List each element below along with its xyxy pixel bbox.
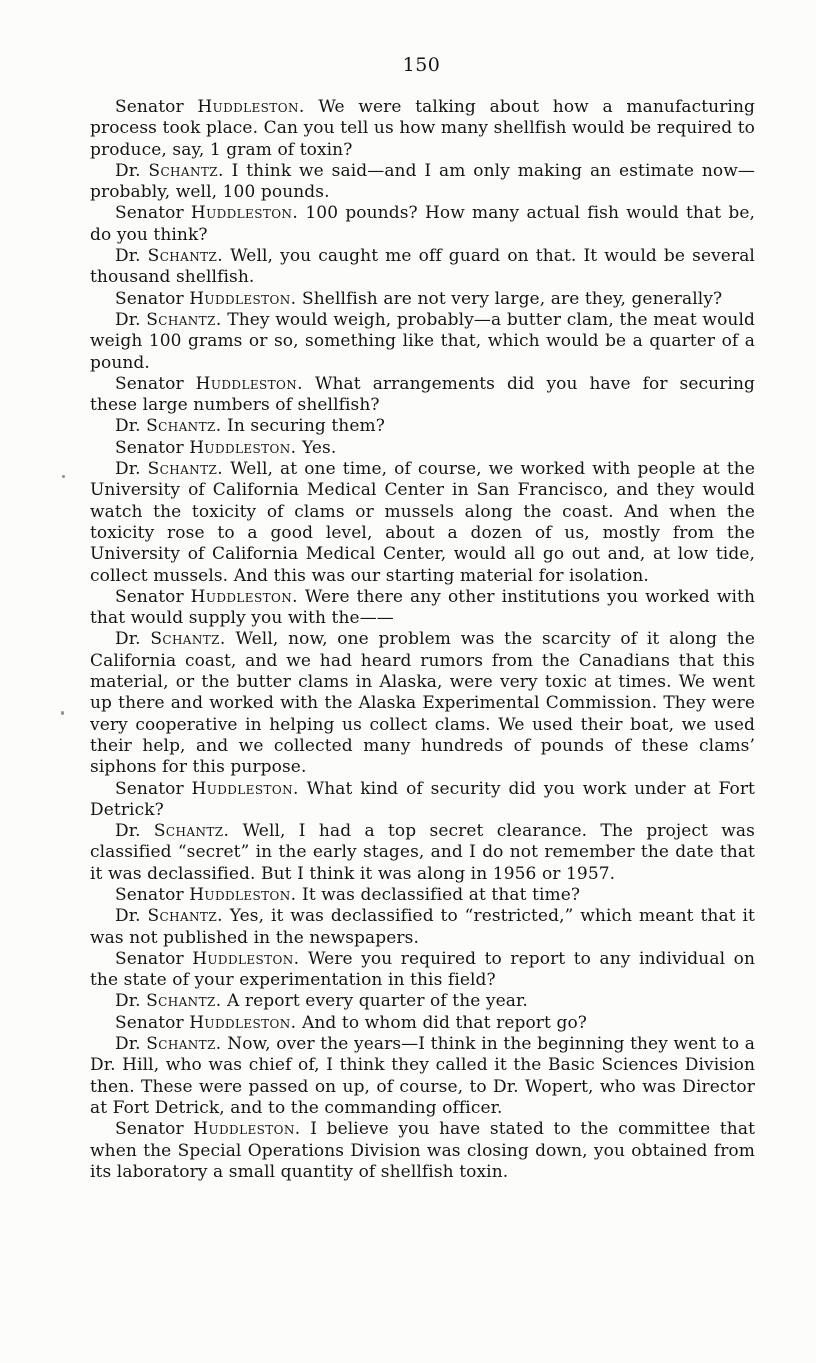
dialogue-paragraph bbox=[90, 161, 755, 204]
speaker-prefix: Senator bbox=[115, 373, 184, 394]
speaker-prefix: Senator bbox=[115, 1012, 184, 1033]
dialogue-paragraph bbox=[90, 629, 755, 778]
speaker-prefix: Senator bbox=[115, 437, 184, 458]
speaker-prefix: Dr. bbox=[115, 160, 141, 181]
speaker-name: Schantz. bbox=[146, 991, 222, 1012]
speaker-name: Schantz. bbox=[148, 160, 224, 181]
dialogue-paragraph bbox=[90, 587, 755, 630]
dialogue-text: I think we said—and I am only making an estimate now—probably, well, 100 pounds. bbox=[90, 160, 755, 203]
dialogue-text: Shellfish are not very large, are they, generally? bbox=[302, 288, 723, 309]
speaker-name: Huddleston. bbox=[197, 97, 305, 117]
dialogue-paragraph bbox=[90, 1119, 755, 1183]
dialogue-text: In securing them? bbox=[227, 416, 385, 437]
dialogue-paragraph bbox=[90, 416, 755, 437]
dialogue-text: Were you required to report to any individual on the state of your experimentation in this field? bbox=[90, 948, 755, 991]
speaker-name: Schantz. bbox=[146, 1034, 222, 1055]
speaker-prefix: Senator bbox=[115, 203, 184, 224]
speaker-prefix: Dr. bbox=[115, 246, 141, 267]
dialogue-text: I believe you have stated to the committee that when the Special Operations Division was closing down, you obtained from its laboratory a small quantity of shellfish toxin. bbox=[90, 1119, 755, 1182]
speaker-prefix: Senator bbox=[115, 586, 184, 607]
dialogue-text: Yes. bbox=[302, 437, 337, 458]
speaker-name: Huddleston. bbox=[193, 1119, 301, 1140]
speaker-name: Huddleston. bbox=[189, 288, 297, 309]
dialogue-text: Well, you caught me off guard on that. It would be several thousand shellfish. bbox=[90, 246, 755, 288]
dialogue-text: Well, I had a top secret clearance. The project was classified “secret” in the early stages, and I do not remember the date that it was declassified. But I think it was along in 1956 or 1957. bbox=[90, 821, 755, 884]
speaker-prefix: Dr. bbox=[115, 309, 141, 330]
speaker-prefix: Dr. bbox=[115, 821, 141, 842]
speaker-prefix: Dr. bbox=[115, 459, 141, 480]
dialogue-text: 100 pounds? How many actual fish would that be, do you think? bbox=[90, 203, 755, 245]
speaker-name: Huddleston. bbox=[190, 586, 298, 607]
speaker-name: Huddleston. bbox=[189, 437, 297, 458]
dialogue-paragraph bbox=[90, 310, 755, 374]
dialogue-text: Were there any other institutions you worked with that would supply you with the—— bbox=[90, 586, 755, 629]
speaker-name: Huddleston. bbox=[192, 948, 300, 969]
dialogue-text: Now, over the years—I think in the beginning they went to a Dr. Hill, who was chief of, I think they called it the Basic Sciences Division then. These were passed on up, of course, to Dr. Wopert, who was Director at Fort Detrick, and to the commanding officer. bbox=[90, 1034, 755, 1118]
dialogue-paragraph bbox=[90, 438, 755, 459]
dialogue-paragraph bbox=[90, 885, 755, 906]
dialogue-paragraph bbox=[90, 97, 755, 161]
speaker-prefix: Dr. bbox=[115, 629, 141, 650]
speaker-name: Schantz. bbox=[146, 309, 222, 330]
dialogue-paragraph bbox=[90, 246, 755, 289]
dialogue-paragraph bbox=[90, 949, 755, 992]
dialogue-paragraph bbox=[90, 374, 755, 417]
dialogue-paragraph bbox=[90, 1013, 755, 1034]
speaker-prefix: Senator bbox=[115, 288, 184, 309]
speaker-name: Huddleston. bbox=[189, 884, 297, 905]
speaker-name: Schantz. bbox=[147, 246, 224, 267]
speaker-prefix: Dr. bbox=[115, 991, 141, 1012]
speaker-prefix: Dr. bbox=[115, 906, 141, 927]
dialogue-block bbox=[90, 97, 755, 1183]
speaker-name: Schantz. bbox=[146, 416, 222, 437]
dialogue-text: Well, now, one problem was the scarcity of it along the California coast, and we had heard rumors from the Canadians that this material, or the butter clams in Alaska, were very toxic at times. We went up there and worked with the Alaska Experimental Commission. They were very cooperative in helping us collect clams. We used their boat, we used their help, and we collected many hundreds of pounds of these clams’ siphons for this purpose. bbox=[90, 629, 755, 778]
speaker-name: Huddleston. bbox=[189, 1012, 297, 1033]
dialogue-text: They would weigh, probably—a butter clam, the meat would weigh 100 grams or so, something like that, which would be a quarter of a pound. bbox=[90, 309, 755, 373]
speaker-name: Schantz. bbox=[153, 821, 230, 842]
scan-speck bbox=[62, 475, 65, 478]
dialogue-paragraph bbox=[90, 991, 755, 1012]
speaker-prefix: Senator bbox=[115, 97, 184, 117]
speaker-name: Schantz. bbox=[150, 629, 226, 650]
dialogue-text: We were talking about how a manufacturing process took place. Can you tell us how many shellfish would be required to produce, say, 1 gram of toxin? bbox=[90, 97, 755, 160]
speaker-prefix: Senator bbox=[115, 778, 184, 799]
scan-speck bbox=[61, 711, 64, 715]
dialogue-paragraph bbox=[90, 289, 755, 310]
dialogue-paragraph bbox=[90, 779, 755, 822]
speaker-prefix: Senator bbox=[115, 1119, 184, 1140]
speaker-name: Huddleston. bbox=[190, 203, 299, 224]
dialogue-text: It was declassified at that time? bbox=[302, 884, 581, 905]
dialogue-text: What arrangements did you have for securing these large numbers of shellfish? bbox=[90, 373, 755, 416]
dialogue-text: And to whom did that report go? bbox=[302, 1012, 587, 1033]
dialogue-paragraph bbox=[90, 203, 755, 246]
speaker-name: Huddleston. bbox=[195, 373, 303, 394]
speaker-prefix: Senator bbox=[115, 884, 184, 905]
speaker-prefix: Dr. bbox=[115, 1034, 141, 1055]
speaker-name: Schantz. bbox=[147, 459, 224, 480]
dialogue-paragraph bbox=[90, 821, 755, 885]
dialogue-paragraph bbox=[90, 906, 755, 949]
dialogue-paragraph bbox=[90, 1034, 755, 1119]
dialogue-text: Yes, it was declassified to “restricted,” which meant that it was not published in the newspapers. bbox=[90, 906, 755, 948]
dialogue-paragraph bbox=[90, 459, 755, 587]
dialogue-text: What kind of security did you work under at Fort Detrick? bbox=[90, 778, 755, 820]
speaker-prefix: Dr. bbox=[115, 416, 141, 437]
dialogue-text: Well, at one time, of course, we worked with people at the University of California Medical Center in San Francisco, and they would watch the toxicity of clams or mussels along the coast. And when the toxicity rose to a good level, about a dozen of us, mostly from the University of California Medical Center, would all go out and, at low tide, collect mussels. And this was our starting material for isolation. bbox=[90, 459, 755, 586]
speaker-name: Schantz. bbox=[147, 906, 223, 927]
speaker-prefix: Senator bbox=[115, 948, 184, 969]
speaker-name: Huddleston. bbox=[191, 778, 299, 799]
page-number: 150 bbox=[402, 54, 441, 76]
dialogue-text: A report every quarter of the year. bbox=[227, 991, 528, 1012]
